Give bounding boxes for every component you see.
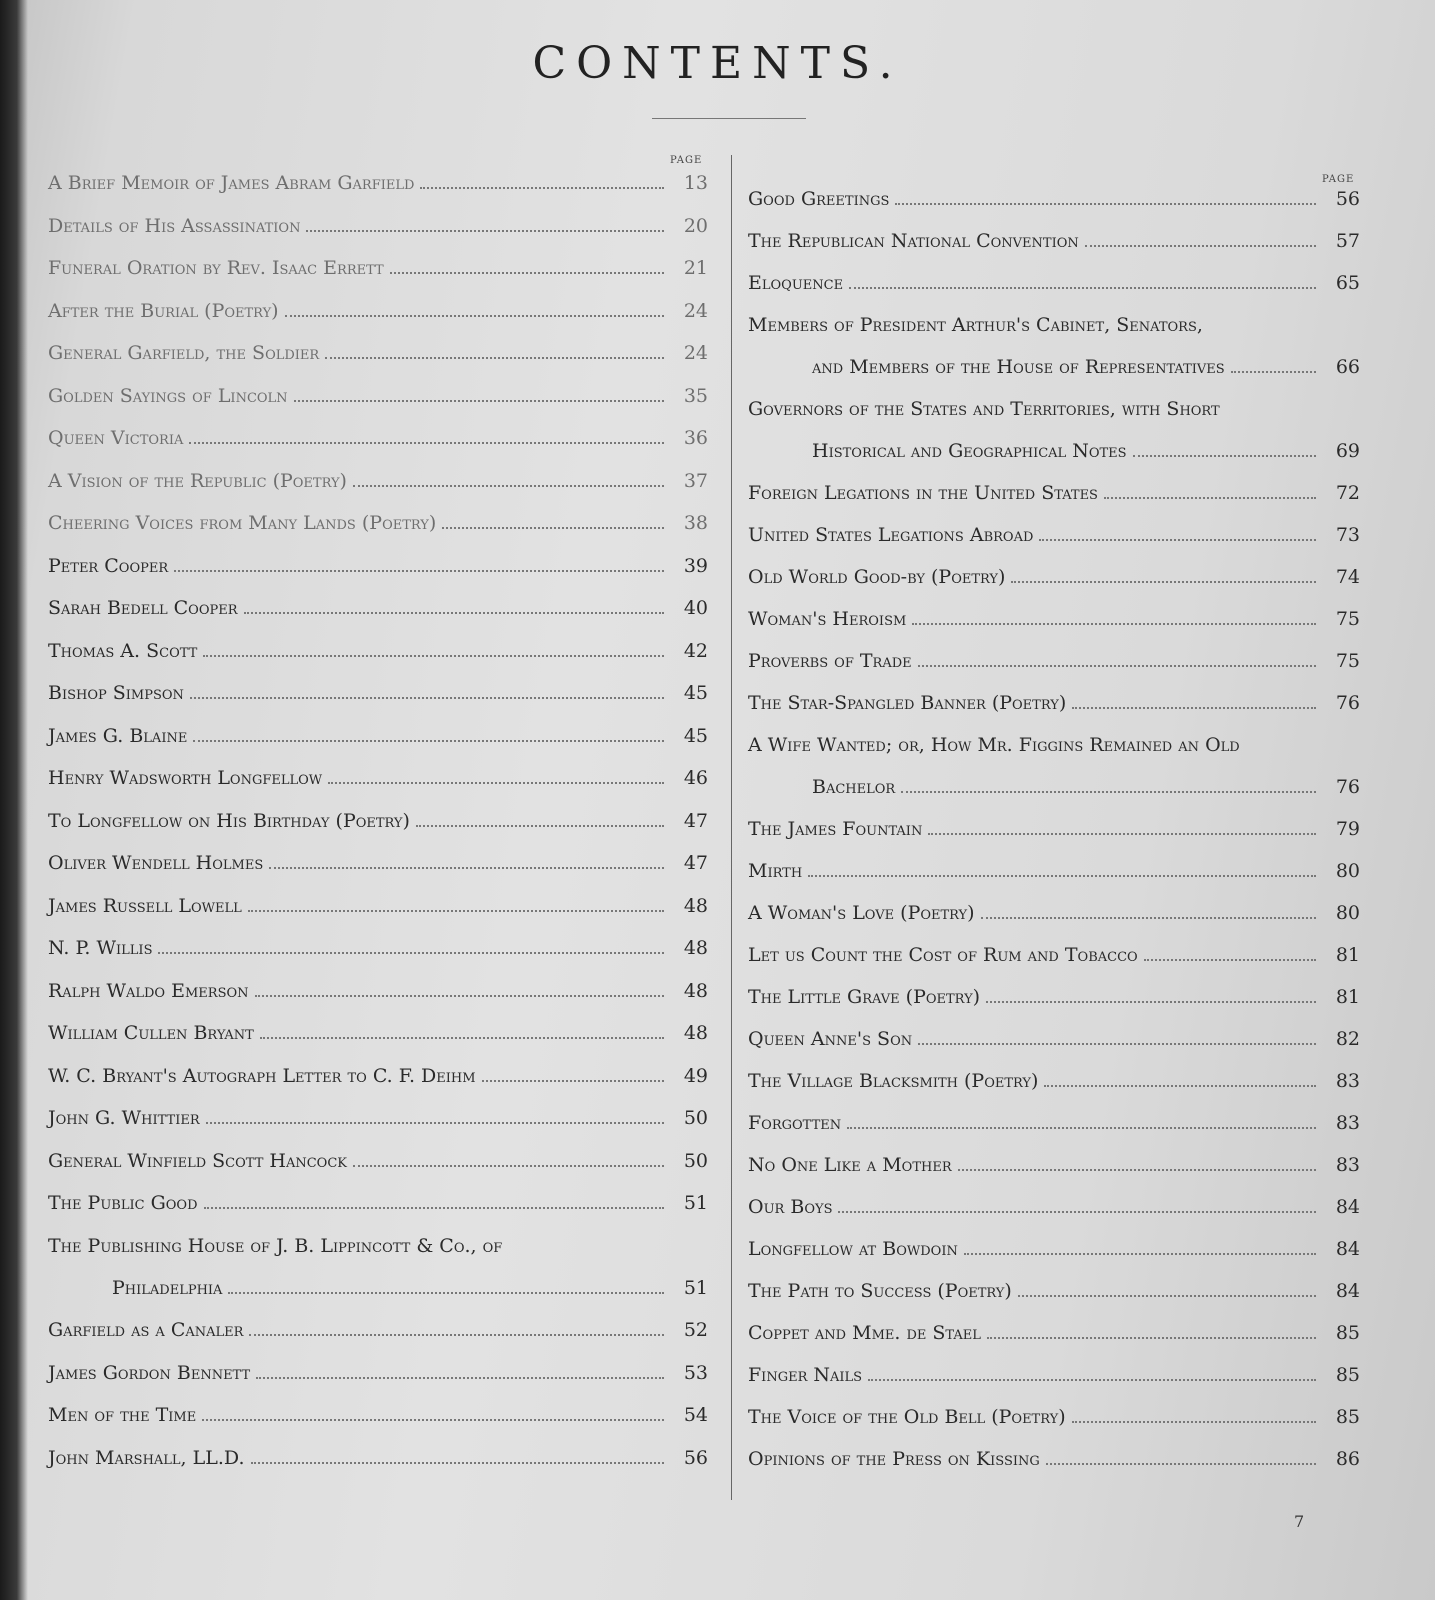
toc-entry-page: 73 xyxy=(1335,524,1360,546)
toc-entry xyxy=(48,1192,708,1214)
toc-entry-page: 53 xyxy=(683,1361,708,1384)
dot-leader xyxy=(248,910,664,912)
toc-entry-title: A Woman's Love (Poetry) xyxy=(748,902,975,924)
dot-leader xyxy=(249,1334,664,1336)
column-divider xyxy=(731,155,732,1500)
toc-entry xyxy=(48,257,708,279)
toc-entry-page: 74 xyxy=(1335,566,1360,588)
toc-entry-title: Foreign Legations in the United States xyxy=(748,482,1098,504)
toc-entry-page: 85 xyxy=(1335,1364,1360,1386)
toc-entry xyxy=(748,1070,1360,1092)
toc-entry-page: 83 xyxy=(1335,1070,1360,1092)
toc-entry-title: Coppet and Mme. de Stael xyxy=(748,1322,981,1344)
dot-leader xyxy=(849,287,1316,289)
toc-entry-title: Men of the Time xyxy=(48,1404,197,1426)
toc-entry xyxy=(748,524,1360,546)
toc-entry-page: 50 xyxy=(683,1107,708,1129)
dot-leader xyxy=(838,1211,1316,1213)
toc-entry-title: United States Legations Abroad xyxy=(748,524,1034,546)
toc-entry-title: Eloquence xyxy=(748,272,844,294)
dot-leader xyxy=(901,791,1316,793)
toc-entry-title: W. C. Bryant's Autograph Letter to C. F. Deihm xyxy=(48,1064,476,1087)
toc-entry-title: Opinions of the Press on Kissing xyxy=(748,1448,1040,1470)
dot-leader xyxy=(482,1080,664,1082)
toc-entry-title: Funeral Oration by Rev. Isaac Errett xyxy=(48,257,384,279)
toc-entry-title: The Star-Spangled Banner (Poetry) xyxy=(748,692,1067,714)
dot-leader xyxy=(193,740,664,742)
toc-entry xyxy=(48,852,708,874)
dot-leader xyxy=(1133,455,1316,457)
toc-entry xyxy=(748,1028,1360,1050)
toc-entry-title: N. P. Willis xyxy=(48,937,153,959)
toc-entry-page: 47 xyxy=(683,809,708,832)
toc-entry-title: Thomas A. Scott xyxy=(48,639,198,662)
dot-leader xyxy=(203,655,664,657)
page-title: CONTENTS. xyxy=(532,38,903,89)
toc-entry xyxy=(748,1364,1360,1386)
dot-leader xyxy=(918,1043,1316,1045)
toc-entry-title: Mirth xyxy=(748,860,803,882)
toc-entry-title: Finger Nails xyxy=(748,1364,863,1386)
dot-leader xyxy=(442,527,664,529)
toc-entry-title: William Cullen Bryant xyxy=(48,1022,254,1044)
dot-leader xyxy=(895,203,1316,205)
toc-entry xyxy=(48,385,708,407)
dot-leader xyxy=(912,623,1316,625)
toc-entry-title: Queen Victoria xyxy=(48,427,184,449)
toc-entry-page: 81 xyxy=(1335,944,1360,966)
toc-entry-page: 69 xyxy=(1335,440,1360,462)
toc-entry xyxy=(748,860,1360,882)
dot-leader xyxy=(244,612,664,614)
dot-leader xyxy=(285,315,664,317)
toc-entry-page: 51 xyxy=(683,1276,708,1299)
toc-entry-title: James Russell Lowell xyxy=(48,894,242,917)
toc-entry xyxy=(48,172,708,194)
dot-leader xyxy=(325,357,664,359)
toc-entry-page: 81 xyxy=(1335,986,1360,1008)
toc-entry xyxy=(48,1107,708,1129)
toc-entry-title: Ralph Waldo Emerson xyxy=(48,979,249,1002)
toc-entry xyxy=(748,314,1360,378)
toc-entry xyxy=(748,818,1360,840)
toc-entry-title-continued: and Members of the House of Representatives xyxy=(812,356,1225,378)
toc-entry-title: Good Greetings xyxy=(748,188,890,210)
dot-leader xyxy=(1231,371,1316,373)
toc-entry xyxy=(48,1319,708,1341)
dot-leader xyxy=(306,230,664,232)
dot-leader xyxy=(1044,1085,1316,1087)
toc-entry xyxy=(48,1235,708,1299)
title-rule xyxy=(652,118,806,119)
dot-leader xyxy=(260,1037,664,1039)
toc-entry-title: Proverbs of Trade xyxy=(748,650,912,672)
dot-leader xyxy=(328,782,664,784)
toc-entry-page: 48 xyxy=(683,937,708,959)
toc-entry-title: To Longfellow on His Birthday (Poetry) xyxy=(48,809,410,832)
toc-entry-page: 76 xyxy=(1335,692,1360,714)
toc-entry xyxy=(748,1196,1360,1218)
dot-leader xyxy=(256,1377,664,1379)
toc-entry xyxy=(48,1404,708,1426)
toc-entry-title: The Voice of the Old Bell (Poetry) xyxy=(748,1406,1066,1428)
toc-entry-title: Queen Anne's Son xyxy=(748,1028,913,1050)
toc-entry-title: Sarah Bedell Cooper xyxy=(48,597,238,619)
toc-entry xyxy=(748,1112,1360,1134)
toc-entry xyxy=(48,215,708,237)
dot-leader xyxy=(1144,959,1316,961)
toc-entry xyxy=(748,650,1360,672)
toc-entry-title: James Gordon Bennett xyxy=(48,1361,251,1384)
toc-entry-page: 48 xyxy=(683,979,708,1002)
toc-entry xyxy=(48,427,708,449)
toc-entry-title: The Path to Success (Poetry) xyxy=(748,1280,1012,1302)
toc-entry xyxy=(48,1022,708,1044)
toc-entry-page: 39 xyxy=(683,554,708,577)
toc-entry-page: 47 xyxy=(683,852,708,874)
toc-entry-title: No One Like a Mother xyxy=(748,1154,952,1176)
dot-leader xyxy=(964,1253,1316,1255)
toc-entry-page: 48 xyxy=(683,894,708,917)
toc-entry-page: 82 xyxy=(1335,1028,1360,1050)
toc-entry-title: A Wife Wanted; or, How Mr. Figgins Remained an Old xyxy=(748,734,1240,756)
dot-leader xyxy=(202,1419,664,1421)
dot-leader xyxy=(987,1337,1316,1339)
dot-leader xyxy=(353,485,664,487)
toc-entry-title-continued: Bachelor xyxy=(812,776,896,798)
toc-entry-page: 49 xyxy=(683,1064,708,1087)
toc-entry xyxy=(48,342,708,364)
dot-leader xyxy=(294,400,664,402)
toc-entry xyxy=(748,692,1360,714)
toc-entry-title: After the Burial (Poetry) xyxy=(48,299,279,322)
toc-entry-title: The James Fountain xyxy=(748,818,923,840)
toc-entry-page: 86 xyxy=(1335,1448,1360,1470)
toc-entry-page: 45 xyxy=(683,682,708,704)
toc-entry-page: 21 xyxy=(683,257,708,279)
dot-leader xyxy=(190,697,664,699)
toc-entry-page: 52 xyxy=(683,1319,708,1341)
toc-entry xyxy=(748,734,1360,798)
toc-entry-page: 35 xyxy=(683,384,708,407)
toc-entry-page: 83 xyxy=(1335,1154,1360,1176)
toc-entry xyxy=(48,555,708,577)
toc-entry xyxy=(748,188,1360,210)
toc-entry-title: The Public Good xyxy=(48,1192,198,1214)
toc-entry-title: Let us Count the Cost of Rum and Tobacco xyxy=(748,944,1138,966)
toc-entry xyxy=(48,512,708,534)
dot-leader xyxy=(204,1207,664,1209)
toc-entry-title: Oliver Wendell Holmes xyxy=(48,852,264,874)
dot-leader xyxy=(1011,581,1316,583)
toc-entry-page: 38 xyxy=(683,512,708,534)
contents-right-column xyxy=(748,188,1360,1490)
toc-entry xyxy=(748,986,1360,1008)
toc-entry-title: Cheering Voices from Many Lands (Poetry) xyxy=(48,512,437,534)
dot-leader xyxy=(928,833,1316,835)
toc-entry-title: Details of His Assassination xyxy=(48,214,301,237)
toc-entry-title: General Winfield Scott Hancock xyxy=(48,1149,347,1172)
dot-leader xyxy=(847,1127,1316,1129)
toc-entry xyxy=(748,1406,1360,1428)
toc-entry-title: Bishop Simpson xyxy=(48,682,184,704)
toc-entry-page: 57 xyxy=(1335,230,1360,252)
toc-entry xyxy=(748,608,1360,630)
dot-leader xyxy=(189,442,664,444)
toc-entry-page: 72 xyxy=(1335,482,1360,504)
dot-leader xyxy=(1039,539,1316,541)
toc-entry xyxy=(748,1154,1360,1176)
toc-entry xyxy=(48,895,708,917)
toc-entry xyxy=(48,682,708,704)
dot-leader xyxy=(1085,245,1316,247)
toc-entry-title: Governors of the States and Territories, with Short xyxy=(748,398,1220,420)
dot-leader xyxy=(158,952,664,954)
toc-entry xyxy=(48,470,708,492)
toc-entry xyxy=(748,1280,1360,1302)
toc-entry-page: 24 xyxy=(683,342,708,364)
toc-entry xyxy=(48,640,708,662)
toc-entry xyxy=(748,398,1360,462)
book-spine-shadow xyxy=(0,0,28,1600)
dot-leader xyxy=(808,875,1316,877)
toc-entry-title: The Republican National Convention xyxy=(748,230,1079,252)
dot-leader xyxy=(390,272,664,274)
toc-entry-title: Woman's Heroism xyxy=(748,608,907,630)
dot-leader xyxy=(1018,1295,1316,1297)
toc-entry-page: 84 xyxy=(1335,1196,1360,1218)
page-number: 7 xyxy=(1294,1512,1305,1531)
toc-entry-title: James G. Blaine xyxy=(48,724,188,747)
toc-entry xyxy=(48,725,708,747)
page-label-left: PAGE xyxy=(670,155,703,166)
toc-entry-page: 13 xyxy=(683,172,708,194)
toc-entry-title: Forgotten xyxy=(748,1112,842,1134)
dot-leader xyxy=(1072,1421,1316,1423)
dot-leader xyxy=(269,867,664,869)
toc-entry-title: Peter Cooper xyxy=(48,554,169,577)
toc-entry xyxy=(748,482,1360,504)
toc-entry-page: 83 xyxy=(1335,1112,1360,1134)
toc-entry xyxy=(48,1447,708,1469)
toc-entry-page: 76 xyxy=(1335,776,1360,798)
toc-entry xyxy=(748,566,1360,588)
toc-entry xyxy=(748,1448,1360,1470)
toc-entry-title: General Garfield, the Soldier xyxy=(48,342,320,364)
dot-leader xyxy=(1072,707,1316,709)
dot-leader xyxy=(255,995,664,997)
toc-entry xyxy=(748,1238,1360,1260)
dot-leader xyxy=(353,1165,664,1167)
toc-entry-title: Garfield as a Canaler xyxy=(48,1319,244,1341)
toc-entry-title: John G. Whittier xyxy=(48,1107,200,1129)
toc-entry xyxy=(748,902,1360,924)
toc-entry xyxy=(48,597,708,619)
dot-leader xyxy=(918,665,1316,667)
toc-entry-page: 56 xyxy=(1335,188,1360,210)
toc-entry-page: 40 xyxy=(683,597,708,619)
toc-entry-title: Longfellow at Bowdoin xyxy=(748,1238,958,1260)
toc-entry-page: 42 xyxy=(683,639,708,662)
toc-entry-page: 75 xyxy=(1335,650,1360,672)
toc-entry xyxy=(48,1150,708,1172)
toc-entry-title: The Little Grave (Poetry) xyxy=(748,986,981,1008)
toc-entry-page: 80 xyxy=(1335,902,1360,924)
contents-left-column xyxy=(48,172,708,1489)
toc-entry xyxy=(748,944,1360,966)
toc-entry-page: 84 xyxy=(1335,1280,1360,1302)
toc-entry-page: 84 xyxy=(1335,1238,1360,1260)
toc-entry-page: 66 xyxy=(1335,356,1360,378)
toc-entry-title-continued: Philadelphia xyxy=(112,1276,223,1299)
toc-entry-title: The Village Blacksmith (Poetry) xyxy=(748,1070,1039,1092)
toc-entry-page: 46 xyxy=(683,767,708,789)
toc-entry xyxy=(48,980,708,1002)
toc-entry xyxy=(48,767,708,789)
dot-leader xyxy=(416,825,664,827)
toc-entry-title: Henry Wadsworth Longfellow xyxy=(48,767,323,789)
toc-entry-page: 79 xyxy=(1335,818,1360,840)
dot-leader xyxy=(981,917,1316,919)
toc-entry-title: A Brief Memoir of James Abram Garfield xyxy=(48,172,415,194)
dot-leader xyxy=(420,187,664,189)
dot-leader xyxy=(1046,1463,1316,1465)
toc-entry-title: Golden Sayings of Lincoln xyxy=(48,384,288,407)
toc-entry-title: Our Boys xyxy=(748,1196,833,1218)
toc-entry-page: 56 xyxy=(683,1446,708,1469)
toc-entry-page: 51 xyxy=(683,1192,708,1214)
toc-entry xyxy=(748,1322,1360,1344)
toc-entry-title: Members of President Arthur's Cabinet, Senators, xyxy=(748,314,1203,336)
dot-leader xyxy=(868,1379,1316,1381)
dot-leader xyxy=(958,1169,1316,1171)
toc-entry xyxy=(748,272,1360,294)
dot-leader xyxy=(228,1292,664,1294)
toc-entry xyxy=(48,300,708,322)
toc-entry-page: 54 xyxy=(683,1404,708,1426)
dot-leader xyxy=(1104,497,1316,499)
toc-entry-title: John Marshall, LL.D. xyxy=(48,1446,245,1469)
toc-entry-page: 80 xyxy=(1335,860,1360,882)
toc-entry-title: A Vision of the Republic (Poetry) xyxy=(48,469,347,492)
toc-entry-page: 48 xyxy=(683,1022,708,1044)
toc-entry-title: Old World Good-by (Poetry) xyxy=(748,566,1006,588)
dot-leader xyxy=(251,1462,664,1464)
toc-entry xyxy=(48,1065,708,1087)
toc-entry-title: The Publishing House of J. B. Lippincott & Co., of xyxy=(48,1234,503,1257)
toc-entry xyxy=(48,810,708,832)
toc-entry-page: 65 xyxy=(1335,272,1360,294)
toc-entry-page: 37 xyxy=(683,469,708,492)
toc-entry xyxy=(48,1362,708,1384)
toc-entry-title-continued: Historical and Geographical Notes xyxy=(812,440,1127,462)
toc-entry-page: 24 xyxy=(683,299,708,322)
dot-leader xyxy=(986,1001,1316,1003)
toc-entry xyxy=(48,937,708,959)
toc-entry xyxy=(748,230,1360,252)
toc-entry-page: 45 xyxy=(683,724,708,747)
toc-entry-page: 20 xyxy=(683,214,708,237)
toc-entry-page: 36 xyxy=(683,427,708,449)
toc-entry-page: 85 xyxy=(1335,1322,1360,1344)
toc-entry-page: 75 xyxy=(1335,608,1360,630)
page-label-right: PAGE xyxy=(1322,174,1355,185)
dot-leader xyxy=(174,570,664,572)
dot-leader xyxy=(206,1122,664,1124)
toc-entry-page: 85 xyxy=(1335,1406,1360,1428)
toc-entry-page: 50 xyxy=(683,1149,708,1172)
